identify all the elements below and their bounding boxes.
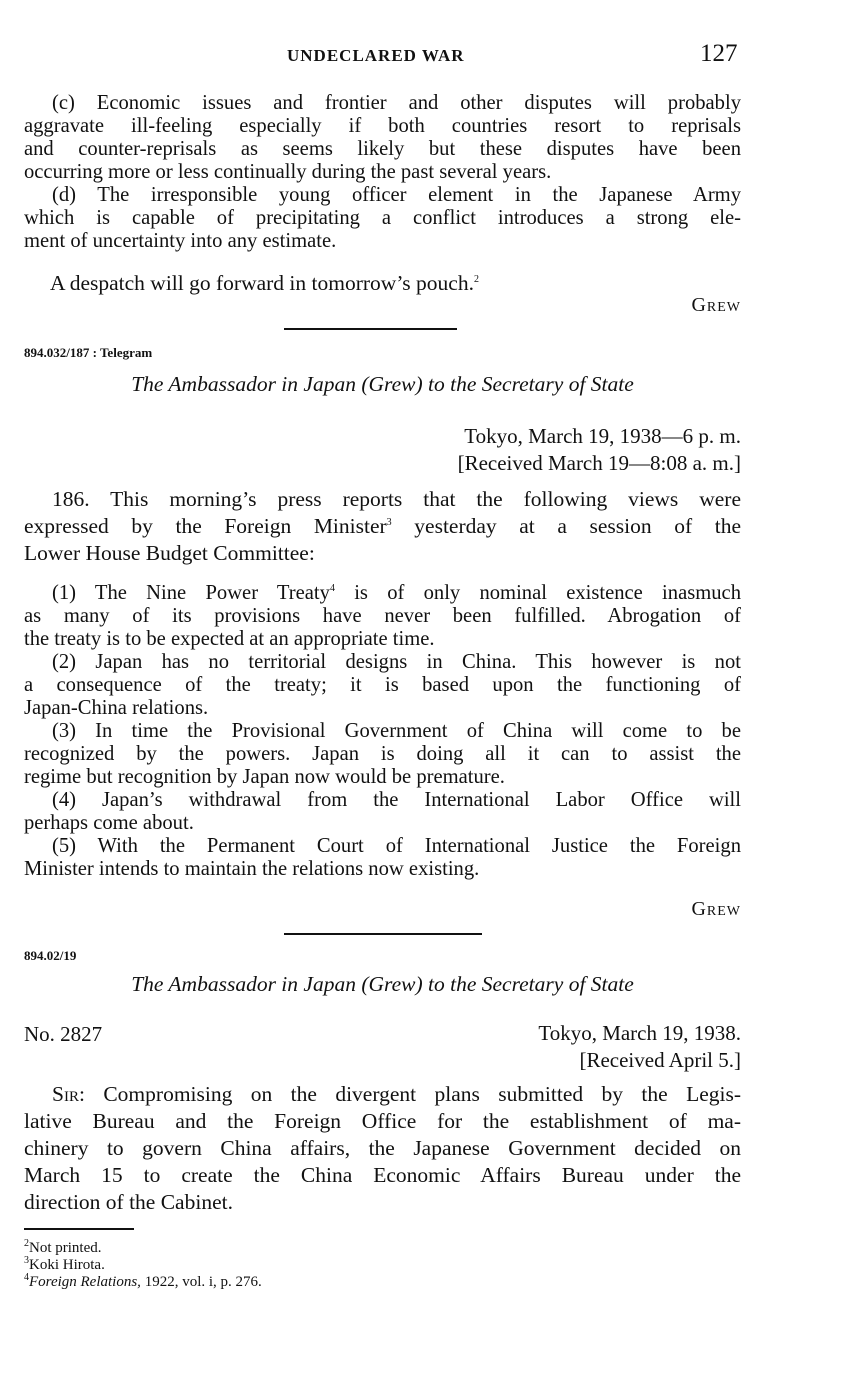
item-d-paragraph: (d) The irresponsible young officer element in the Japanese Army which is capable of precipitating a conflict introduces a strong ele- ment of uncertainty into any estimate. bbox=[24, 184, 741, 252]
footnotes bbox=[24, 1240, 262, 1291]
item-4-paragraph: (4) Japan’s withdrawal from the International Labor Office will perhaps come about. bbox=[24, 789, 741, 834]
item-c-paragraph: (c) Economic issues and frontier and other disputes will probably aggravate ill-feeling especially if both countries resort to reprisals and counter-reprisals as seems likely but these disputes have been occurring more or less continually during the past several years. bbox=[24, 92, 741, 183]
footnote-3: $^3$Koki Hirota. bbox=[24, 1255, 105, 1273]
salutation: Sir: bbox=[52, 1082, 85, 1106]
dateline: Tokyo, March 19, 1938—6 p. m. [Received March 19—8:08 a. m.] bbox=[457, 424, 741, 475]
footnote-ref-4: 4 bbox=[329, 583, 335, 595]
document-heading: The Ambassador in Japan (Grew) to the Secretary of State bbox=[131, 372, 634, 396]
footnote-4: $^4$Foreign Relations, 1922, vol. i, p. 276. bbox=[24, 1272, 262, 1290]
signature-grew-1: Grew bbox=[691, 294, 741, 316]
signature-grew-2: Grew bbox=[691, 898, 741, 920]
running-head: UNDECLARED WAR bbox=[287, 46, 465, 65]
despatch-line: A despatch will go forward in tomorrow’s pouch.$^2$ bbox=[50, 271, 479, 295]
dateline-2: Tokyo, March 19, 1938. [Received April 5.] bbox=[538, 1021, 741, 1072]
footnote-ref-2: 2 bbox=[473, 273, 479, 285]
file-number: 894.032/187 : Telegram bbox=[24, 345, 153, 360]
page-number: 127 bbox=[700, 40, 738, 67]
section-divider bbox=[284, 328, 457, 330]
section-divider-2 bbox=[284, 933, 482, 935]
item-1-paragraph: (1) The Nine Power Treaty$^4$ is of only nominal existence inasmuch as many of its provisions have never been fulfilled. Abrogation of the treaty is to be expected at an appropriate time. bbox=[24, 582, 741, 650]
document-heading-2: The Ambassador in Japan (Grew) to the Secretary of State bbox=[131, 972, 634, 996]
item-3-paragraph: (3) In time the Provisional Government of China will come to be recognized by the powers. Japan is doing all it can to assist the regime but recognition by Japan now would be premature. bbox=[24, 720, 741, 788]
telegram-intro: 186. This morning’s press reports that the following views were expressed by the Foreign Minister$^3$ yesterday at a session of the Lower House Budget Committee: bbox=[24, 487, 742, 565]
file-number-2: 894.02/19 bbox=[24, 948, 77, 963]
despatch-number: No. 2827 bbox=[24, 1022, 103, 1046]
despatch-body: Sir: Compromising on the divergent plans submitted by the Legis- lative Bureau and the Foreign Office for the establishment of ma- chinery to govern China affairs, the Japanese Government decided on March 15 to create the China Economic Affairs Bureau under the direction of the Cabinet. bbox=[24, 1082, 741, 1214]
item-5-paragraph: (5) With the Permanent Court of International Justice the Foreign Minister intends to maintain the relations now existing. bbox=[24, 835, 741, 880]
footnote-ref-3: 3 bbox=[386, 516, 392, 528]
footnote-2: $^2$Not printed. bbox=[24, 1238, 102, 1256]
item-2-paragraph: (2) Japan has no territorial designs in China. This however is not a consequence of the treaty; it is based upon the functioning of Japan-China relations. bbox=[24, 651, 741, 719]
footnote-rule bbox=[24, 1228, 134, 1230]
